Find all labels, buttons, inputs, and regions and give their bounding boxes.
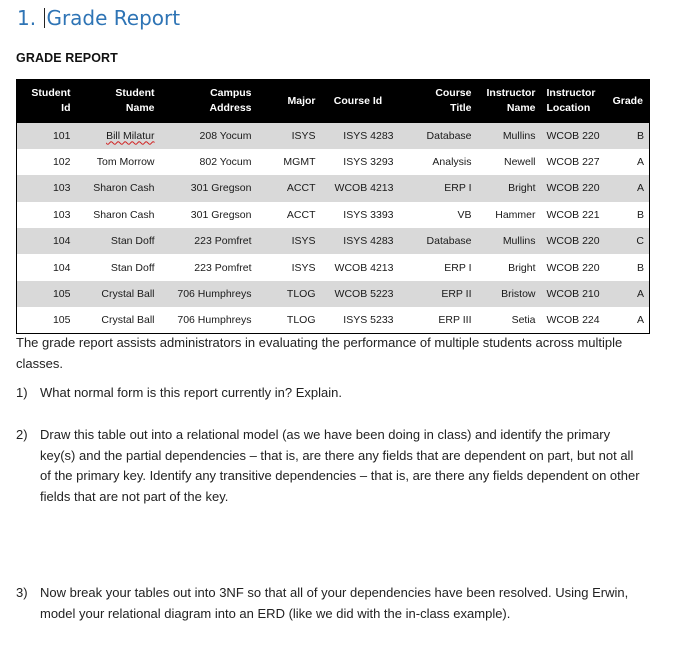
cell-instructor-location: WCOB 221: [546, 208, 600, 221]
report-description: The grade report assists administrators in evaluating the performance of multiple students across multiple classes.: [16, 335, 623, 371]
table-row: [17, 149, 650, 175]
question-text: Now break your tables out into 3NF so that all of your dependencies have been resolved. Using Erwin, model your relational diagram into an ERD (like we did with the in-class example).: [40, 585, 629, 621]
cell-instructor-location: WCOB 220: [546, 261, 600, 274]
question-1: [16, 383, 646, 404]
report-label: GRADE REPORT: [16, 51, 118, 65]
cell-campus-address: 706 Humphreys: [177, 288, 252, 301]
cell-student-id: 104: [52, 261, 71, 274]
question-text: What normal form is this report currently in? Explain.: [40, 385, 342, 400]
cell-student-id: 103: [52, 208, 71, 221]
cell-student-id: 104: [52, 235, 71, 248]
header-major: Major: [287, 94, 316, 107]
cell-instructor-name: Mullins: [502, 235, 536, 248]
header-row: [17, 80, 650, 123]
cell-major: TLOG: [286, 314, 316, 327]
table-body: [17, 123, 650, 334]
cell-campus-address: 208 Yocum: [199, 129, 252, 142]
cell-instructor-location: WCOB 220: [546, 235, 600, 248]
question-3: [16, 583, 646, 624]
cell-major: MGMT: [283, 156, 316, 169]
header-grade: Grade: [612, 94, 643, 107]
cell-student-name: [76, 123, 160, 149]
table-row: [17, 175, 650, 201]
header-student-id: Student Id: [31, 87, 71, 115]
table-row: [17, 254, 650, 280]
table-row: [17, 307, 650, 333]
table-row: [17, 281, 650, 307]
cell-course-id: ISYS 5233: [343, 314, 394, 327]
question-text: Draw this table out into a relational model (as we have been doing in class) and identify the primary key(s) and the partial dependencies – that is, are there any fields that are dependent on part, but not all of the primary key. Identify any transitive dependencies – that is, are there any fields dependent on other fields that are not part of the key.: [40, 427, 640, 504]
cell-student-name: Sharon Cash: [93, 182, 155, 195]
cell-campus-address: 223 Pomfret: [194, 261, 252, 274]
cell-course-id: WCOB 5223: [334, 288, 394, 301]
spellcheck-underline: Bill Milatur: [106, 129, 155, 142]
cell-grade: B: [636, 208, 644, 221]
cell-course-title: ERP I: [444, 261, 472, 274]
cell-student-name: Stan Doff: [110, 235, 155, 248]
cell-course-title: ERP I: [444, 182, 472, 195]
cell-major: ACCT: [286, 182, 316, 195]
cell-course-id: ISYS 3293: [343, 156, 394, 169]
cell-course-id: ISYS 4283: [343, 129, 394, 142]
cell-grade: B: [636, 129, 644, 142]
header-instructor-name: Instructor Name: [486, 87, 536, 115]
cell-campus-address: 802 Yocum: [199, 156, 252, 169]
cell-instructor-location: WCOB 224: [546, 314, 600, 327]
question-2: [16, 425, 646, 507]
cell-course-title: Database: [426, 129, 472, 142]
cell-student-name: Tom Morrow: [96, 156, 155, 169]
header-instructor-location: Instructor Location: [546, 87, 596, 115]
cell-student-id: 105: [52, 288, 71, 301]
header-course-id: Course Id: [333, 94, 383, 107]
cell-course-title: ERP III: [438, 314, 472, 327]
cell-campus-address: 223 Pomfret: [194, 235, 252, 248]
cell-course-id: WCOB 4213: [334, 261, 394, 274]
header-campus-address: Campus Address: [209, 87, 252, 115]
cell-instructor-location: WCOB 227: [546, 156, 600, 169]
cell-grade: C: [636, 235, 644, 248]
cell-grade: A: [636, 314, 644, 327]
cell-instructor-name: Setia: [511, 314, 536, 327]
cell-grade: A: [636, 156, 644, 169]
table-row: [17, 228, 650, 254]
question-number: 3): [16, 585, 28, 600]
cell-course-id: ISYS 4283: [343, 235, 394, 248]
cell-course-id: ISYS 3393: [343, 208, 394, 221]
table-header: [17, 80, 650, 123]
cell-instructor-location: WCOB 210: [546, 288, 600, 301]
cell-student-name: Crystal Ball: [101, 314, 155, 327]
cell-major: ISYS: [291, 129, 316, 142]
question-number: 1): [16, 385, 28, 400]
question-number: 2): [16, 427, 28, 442]
cell-instructor-location: WCOB 220: [546, 182, 600, 195]
cell-grade: A: [636, 288, 644, 301]
heading-number: 1.: [17, 6, 37, 30]
cell-grade: B: [636, 261, 644, 274]
cell-student-id: 105: [52, 314, 71, 327]
header-student-name: Student Name: [115, 87, 155, 115]
grade-report-table: [16, 79, 650, 334]
cell-major: TLOG: [286, 288, 316, 301]
cell-instructor-name: Bright: [508, 182, 536, 195]
cell-campus-address: 301 Gregson: [190, 208, 252, 221]
cell-student-name: Stan Doff: [110, 261, 155, 274]
heading-title: Grade Report: [46, 6, 181, 30]
cell-major: ACCT: [286, 208, 316, 221]
cell-campus-address: 706 Humphreys: [177, 314, 252, 327]
table-row: [17, 123, 650, 149]
cell-major: ISYS: [291, 261, 316, 274]
cell-grade: A: [636, 182, 644, 195]
document-heading: [17, 6, 180, 30]
cell-campus-address: 301 Gregson: [190, 182, 252, 195]
cell-course-title: Database: [426, 235, 472, 248]
cell-instructor-name: Mullins: [502, 129, 536, 142]
header-course-title: Course Title: [435, 87, 472, 115]
cell-course-title: VB: [457, 208, 472, 221]
cell-major: ISYS: [291, 235, 316, 248]
cell-course-id: WCOB 4213: [334, 182, 394, 195]
cell-student-name: Crystal Ball: [101, 288, 155, 301]
cell-student-id: 102: [52, 156, 71, 169]
table-row: [17, 202, 650, 228]
cell-student-id: 103: [52, 182, 71, 195]
cell-student-id: 101: [52, 129, 71, 142]
cell-course-title: ERP II: [441, 288, 472, 301]
cell-instructor-location: WCOB 220: [546, 129, 600, 142]
cell-course-title: Analysis: [432, 156, 472, 169]
cell-instructor-name: Newell: [503, 156, 536, 169]
cell-student-name: Sharon Cash: [93, 208, 155, 221]
cell-instructor-name: Bristow: [501, 288, 536, 301]
cell-instructor-name: Hammer: [495, 208, 536, 221]
cell-instructor-name: Bright: [508, 261, 536, 274]
